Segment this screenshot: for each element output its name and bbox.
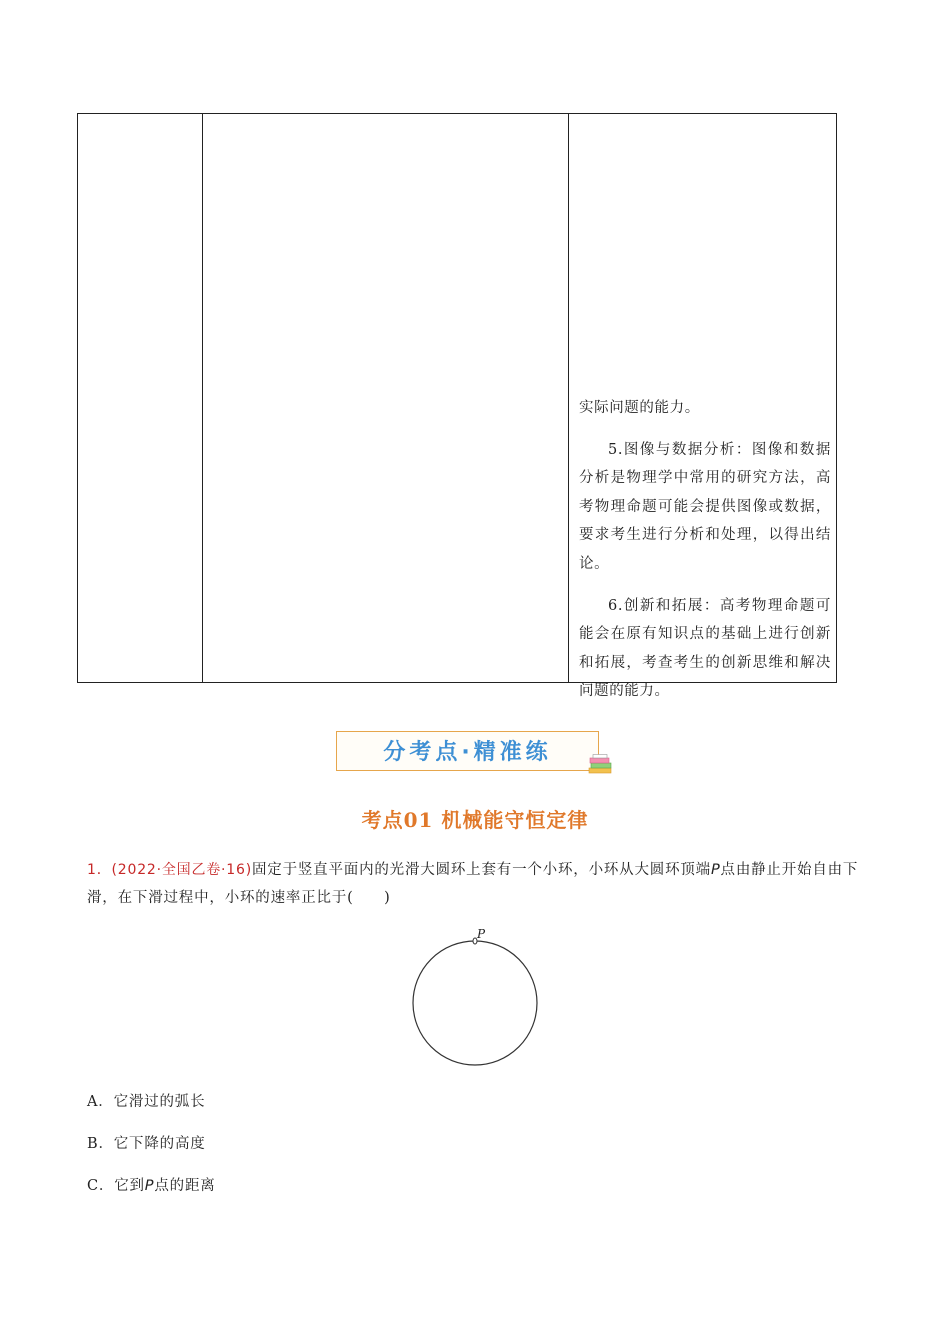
question-number: 1． xyxy=(87,862,112,878)
books-icon xyxy=(587,754,615,776)
section-title: 考点01 机械能守恒定律 xyxy=(361,808,589,832)
banner-text: 分考点·精准练 xyxy=(383,740,552,765)
point-label: P xyxy=(710,862,721,878)
question-text-1: 固定于竖直平面内的光滑大圆环上套有一个小环，小环从大圆环顶端 xyxy=(251,862,711,878)
option-c xyxy=(87,1174,216,1195)
section-banner xyxy=(336,731,599,771)
cell-paragraph: 实际问题的能力。 xyxy=(579,400,700,416)
cell-paragraph: 5.图像与数据分析：图像和数据分析是物理学中常用的研究方法，高考物理命题可能会提供图像或数据，要求考生进行分析和处理，以得出结论。 xyxy=(579,441,831,572)
table-border-left xyxy=(77,113,78,683)
table-col-divider-2 xyxy=(568,113,569,683)
question-text-2: 点由静止开始自由下滑，在下滑过程中，小环的速率正比于( ) xyxy=(87,862,859,906)
option-c-suffix: 点的距离 xyxy=(154,1178,216,1194)
question-1 xyxy=(87,856,877,912)
cell-paragraph: 6.创新和拓展：高考物理命题可能会在原有知识点的基础上进行创新和拓展，考查考生的创新思维和解决问题的能力。 xyxy=(579,597,831,700)
large-ring xyxy=(413,941,537,1065)
option-b: B．它下降的高度 xyxy=(87,1136,206,1152)
option-a: A．它滑过的弧长 xyxy=(87,1094,206,1110)
option-c-point: P xyxy=(144,1178,155,1194)
question-source: (2022·全国乙卷·16) xyxy=(111,862,252,878)
table-border-top xyxy=(77,113,837,114)
table-border-right xyxy=(836,113,837,683)
figure-point-label: P xyxy=(477,927,486,941)
option-c-prefix: C．它到 xyxy=(87,1178,145,1194)
table-cell-requirements xyxy=(579,394,831,719)
circle-ring-figure xyxy=(405,925,545,1070)
table-col-divider-1 xyxy=(202,113,203,683)
